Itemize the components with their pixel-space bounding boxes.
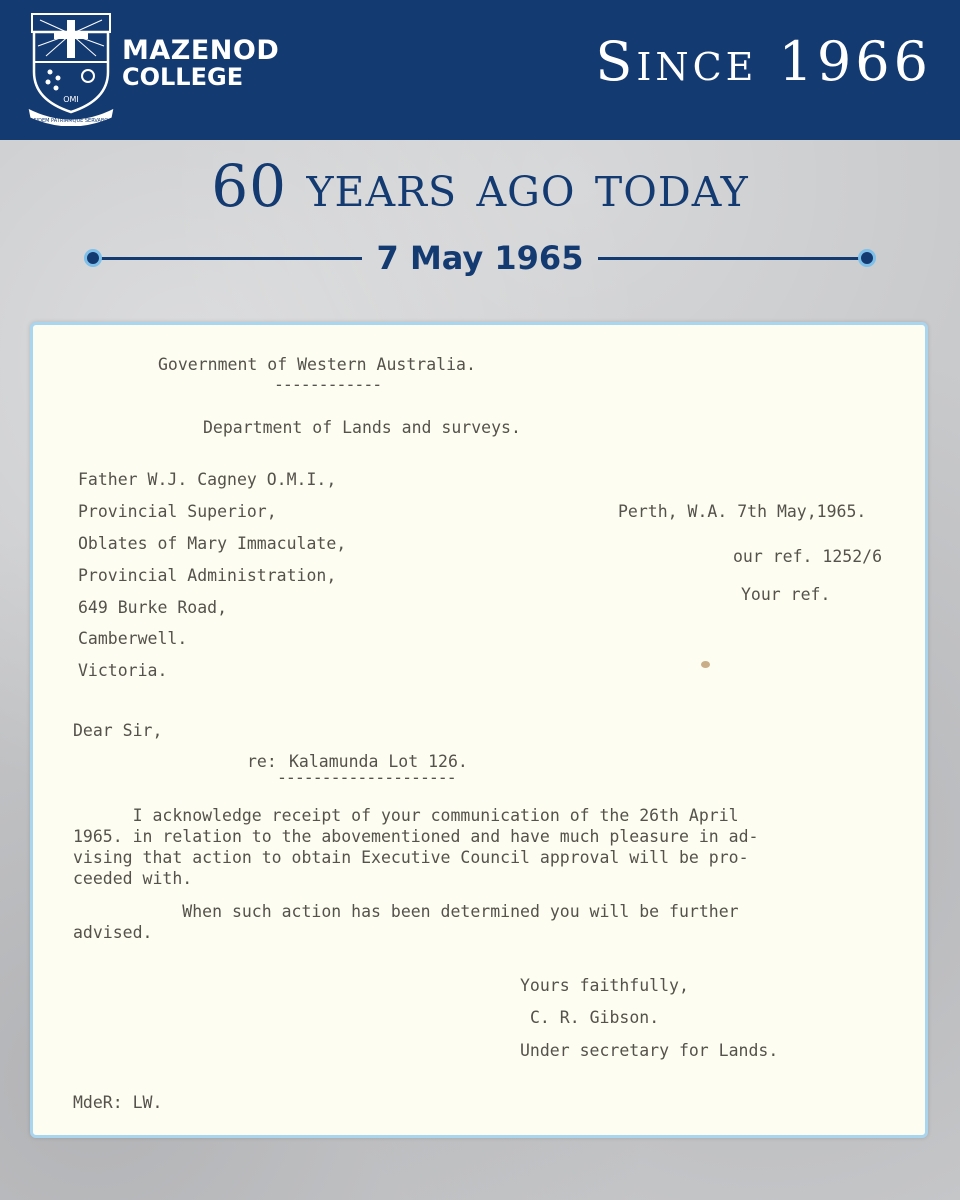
address-line: 649 Burke Road, <box>78 598 228 617</box>
address-line: Father W.J. Cagney O.M.I., <box>78 470 337 489</box>
letter-re-prefix: re: <box>247 752 277 771</box>
letter-signer-title: Under secretary for Lands. <box>520 1041 779 1060</box>
letter-paragraph-2-line: When such action has been determined you will be further <box>73 902 739 921</box>
letter-initials: MdeR: LW. <box>73 1093 163 1112</box>
headline: 60 years ago today <box>211 152 749 220</box>
letter-government-underline: ------------ <box>274 375 382 394</box>
letter-paragraph-2-line: advised. <box>73 923 153 942</box>
address-line: Provincial Superior, <box>78 502 277 521</box>
address-line: Oblates of Mary Immaculate, <box>78 534 347 553</box>
letter-re-underline: -------------------- <box>277 768 456 787</box>
letter-paragraph-1-line: 1965. in relation to the abovementioned and have much pleasure in ad- <box>73 827 759 846</box>
letter-signer: C. R. Gibson. <box>530 1008 660 1027</box>
date-divider <box>84 240 876 276</box>
letter-document <box>30 322 928 1138</box>
college-name-line2: COLLEGE <box>122 63 244 91</box>
letter-closing: Yours faithfully, <box>520 976 689 995</box>
letter-paragraph-1-line: I acknowledge receipt of your communication of the 26th April <box>73 806 739 825</box>
address-line: Provincial Administration, <box>78 566 337 585</box>
letter-paragraph-1-line: vising that action to obtain Executive Council approval will be pro- <box>73 848 749 867</box>
address-line: Camberwell. <box>78 629 188 648</box>
svg-text:OMI: OMI <box>63 95 79 104</box>
letter-your-ref: Your ref. <box>741 585 831 604</box>
letter-salutation: Dear Sir, <box>73 721 163 740</box>
letter-department: Department of Lands and surveys. <box>203 418 521 437</box>
header-banner <box>0 0 960 140</box>
letter-government: Government of Western Australia. <box>158 355 476 374</box>
paper-stain <box>701 661 710 668</box>
college-name <box>122 35 280 91</box>
letter-our-ref: our ref. 1252/6 <box>733 547 883 566</box>
date-text: 7 May 1965 <box>376 239 584 277</box>
letter-paragraph-1-line: ceeded with. <box>73 869 193 888</box>
college-crest-icon <box>26 12 116 126</box>
svg-text:FIDEM PATRIAMQUE SERVABO: FIDEM PATRIAMQUE SERVABO <box>33 118 109 124</box>
address-line: Victoria. <box>78 661 168 680</box>
letter-re-subject: Kalamunda Lot 126. <box>289 752 468 771</box>
college-name-line1: MAZENOD <box>122 35 280 66</box>
letter-place-date: Perth, W.A. 7th May,1965. <box>618 502 867 521</box>
since-text: Since 1966 <box>595 30 932 93</box>
